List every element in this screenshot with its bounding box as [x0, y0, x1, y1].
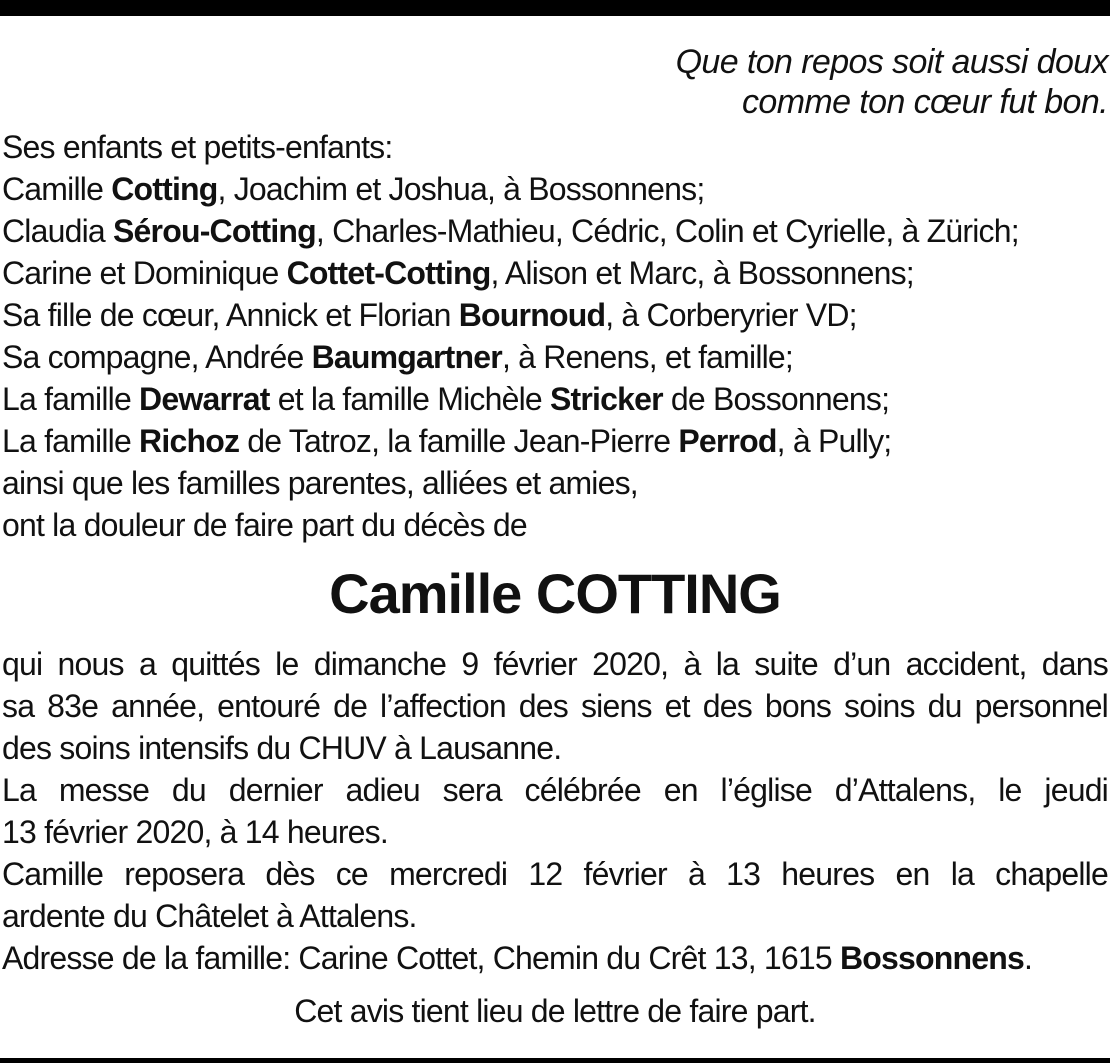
family-line	[2, 294, 1108, 336]
epigraph-line-1: Que ton repos soit aussi doux	[675, 43, 1108, 81]
family-intro: Ses enfants et petits-enfants:	[2, 129, 393, 165]
family-address	[2, 937, 1108, 979]
family-surname: Perrod	[678, 423, 777, 459]
family-surname: Cottet-Cotting	[286, 255, 491, 291]
text: .	[1024, 940, 1033, 976]
text: , à Corberyrier VD;	[605, 297, 857, 333]
deceased-name: Camille COTTING	[329, 562, 781, 625]
family-surname: Baumgartner	[311, 339, 502, 375]
text: Sa compagne, Andrée	[2, 339, 312, 375]
family-surname: Stricker	[550, 381, 663, 417]
family-list	[2, 126, 1108, 546]
text: , à Renens, et famille;	[501, 339, 794, 375]
body-line: des soins intensifs du CHUV à Lausanne.	[2, 730, 562, 766]
body-line: qui nous a quittés le dimanche 9 février 2020, à la suite d’un accident, dans	[2, 646, 1108, 682]
body-line: 13 février 2020, à 14 heures.	[2, 814, 388, 850]
family-surname: Sérou-Cotting	[113, 213, 316, 249]
text: Sa fille de cœur, Annick et Florian	[2, 297, 459, 333]
text: , à Pully;	[776, 423, 892, 459]
text: , Joachim et Joshua, à Bossonnens;	[217, 171, 705, 207]
body-line: ardente du Châtelet à Attalens.	[2, 898, 417, 934]
bottom-rule	[0, 1058, 1110, 1063]
epigraph	[676, 42, 1108, 122]
text: Camille	[2, 171, 112, 207]
family-surname: Bournoud	[458, 297, 606, 333]
family-line	[2, 210, 1108, 252]
family-surname: Dewarrat	[139, 381, 270, 417]
epigraph-line-2: comme ton cœur fut bon.	[741, 83, 1108, 121]
text: La famille	[2, 381, 140, 417]
text: , Charles-Mathieu, Cédric, Colin et Cyrielle, à Zürich;	[315, 213, 1019, 249]
family-line	[2, 168, 1108, 210]
text: Adresse de la famille: Carine Cottet, Chemin du Crêt 13, 1615	[2, 940, 840, 976]
text: Carine et Dominique	[2, 255, 287, 291]
family-surname: Cotting	[111, 171, 218, 207]
top-rule	[0, 0, 1110, 16]
family-surname: Richoz	[139, 423, 240, 459]
address-town: Bossonnens	[839, 940, 1025, 976]
family-line	[2, 420, 1108, 462]
text: de Tatroz, la famille Jean-Pierre	[239, 423, 679, 459]
text: et la famille Michèle	[269, 381, 550, 417]
body-line: La messe du dernier adieu sera célébrée en l’église d’Attalens, le jeudi	[2, 772, 1108, 808]
footer-note: Cet avis tient lieu de lettre de faire part.	[294, 993, 816, 1029]
text: La famille	[2, 423, 140, 459]
text: , Alison et Marc, à Bossonnens;	[490, 255, 914, 291]
family-line	[2, 378, 1108, 420]
text: de Bossonnens;	[662, 381, 890, 417]
notice-body	[2, 643, 1108, 979]
text: Claudia	[2, 213, 114, 249]
family-line: ainsi que les familles parentes, alliées et amies,	[2, 465, 638, 501]
announcement-line: ont la douleur de faire part du décès de	[2, 507, 527, 543]
family-line	[2, 252, 1108, 294]
body-line: Camille reposera dès ce mercredi 12 février à 13 heures en la chapelle	[2, 856, 1108, 892]
family-line	[2, 336, 1108, 378]
body-line: sa 83e année, entouré de l’affection des siens et des bons soins du personnel	[2, 688, 1108, 724]
